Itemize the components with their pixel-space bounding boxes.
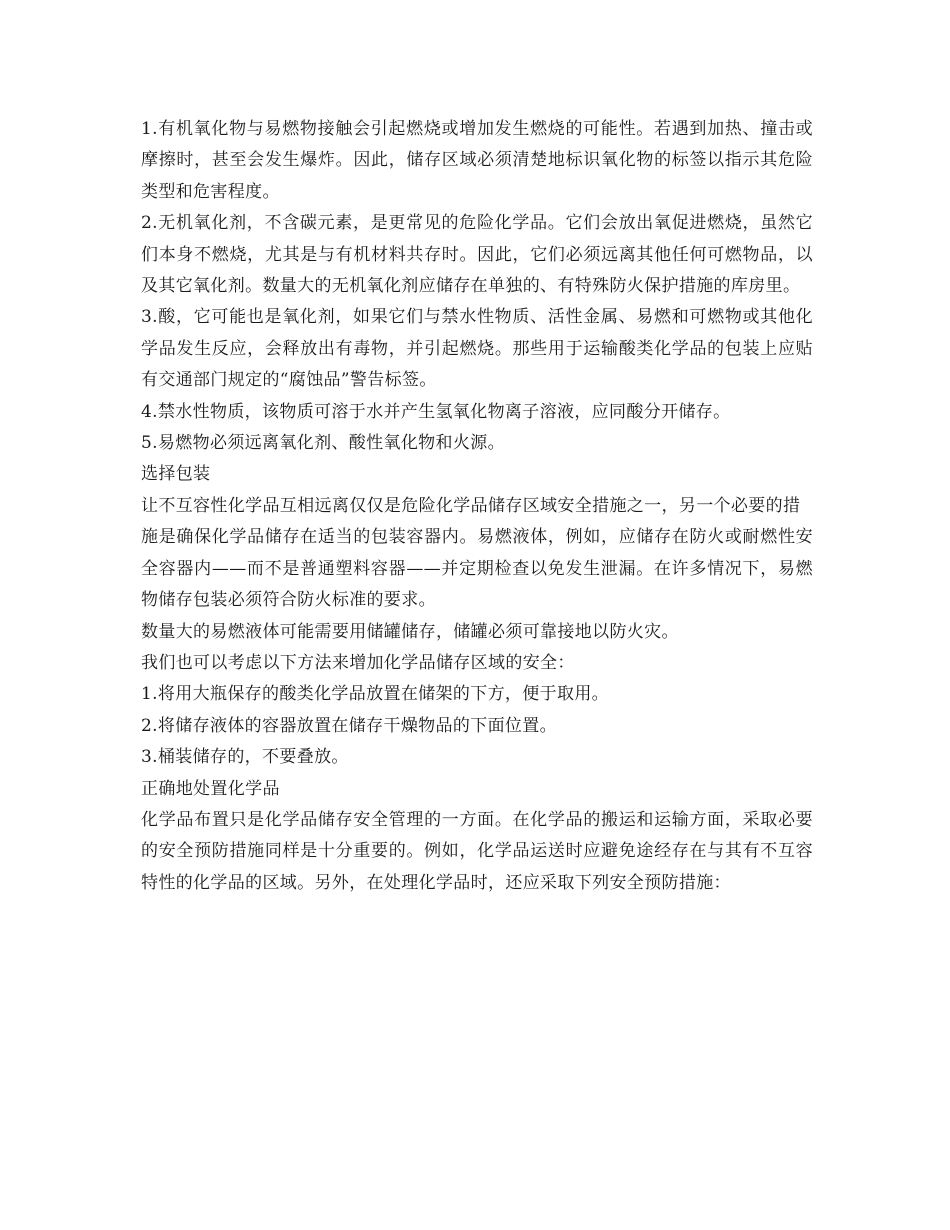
list-item-barrels: 3.桶装储存的，不要叠放。 bbox=[141, 747, 349, 768]
document-body bbox=[141, 114, 813, 899]
list-item-liquid-containers: 2.将储存液体的容器放置在储存干燥物品的下面位置。 bbox=[141, 715, 557, 736]
paragraph-safety-methods-intro: 我们也可以考虑以下方法来增加化学品储存区域的安全： bbox=[141, 652, 575, 673]
paragraph-handling: 化学品布置只是化学品储存安全管理的一方面。在化学品的搬运和运输方面，采取必要的安全预防措施同样是十分重要的。例如，化学品运送时应避免途经存在与其有不互容特性的化学品的区域。另外，在处理化学品时，还应采取下列安全预防措施： bbox=[141, 809, 813, 893]
list-item-acid-bottles: 1.将用大瓶保存的酸类化学品放置在储架的下方，便于取用。 bbox=[141, 684, 610, 705]
paragraph-organic-oxides: 1.有机氧化物与易燃物接触会引起燃烧或增加发生燃烧的可能性。若遇到加热、撞击或摩擦时，甚至会发生爆炸。因此，储存区域必须清楚地标识氧化物的标签以指示其危险类型和危害程度。 bbox=[141, 119, 813, 202]
section-heading-handling: 正确地处置化学品 bbox=[141, 778, 280, 799]
paragraph-acids: 3.酸，它可能也是氧化剂，如果它们与禁水性物质、活性金属、易燃和可燃物或其他化学品发生反应，会释放出有毒物，并引起燃烧。那些用于运输酸类化学品的包装上应贴有交通部门规定的“腐蚀品”警告标签。 bbox=[141, 307, 813, 391]
paragraph-packaging-intro: 让不互容性化学品互相远离仅仅是危险化学品储存区域安全措施之一，另一个必要的措 bbox=[141, 495, 801, 516]
paragraph-flammables: 5.易燃物必须远离氧化剂、酸性氧化物和火源。 bbox=[141, 433, 505, 454]
section-heading-packaging: 选择包装 bbox=[141, 464, 211, 485]
paragraph-packaging-containers: 施是确保化学品储存在适当的包装容器内。易燃液体，例如，应储存在防火或耐燃性安全容器内——而不是普通塑料容器——并定期检查以免发生泄漏。在许多情况下，易燃物储存包装必须符合防火标准的要求。 bbox=[141, 527, 813, 611]
paragraph-storage-tanks: 数量大的易燃液体可能需要用储罐储存，储罐必须可靠接地以防火灾。 bbox=[141, 621, 679, 642]
paragraph-water-reactive: 4.禁水性物质，该物质可溶于水并产生氢氧化物离子溶液，应同酸分开储存。 bbox=[141, 401, 731, 422]
paragraph-inorganic-oxidizers: 2.无机氧化剂，不含碳元素，是更常见的危险化学品。它们会放出氧促进燃烧，虽然它们本身不燃烧，尤其是与有机材料共存时。因此，它们必须远离其他任何可燃物品，以及其它氧化剂。数量大的无机氧化剂应储存在单独的、有特殊防火保护措施的库房里。 bbox=[141, 213, 813, 297]
